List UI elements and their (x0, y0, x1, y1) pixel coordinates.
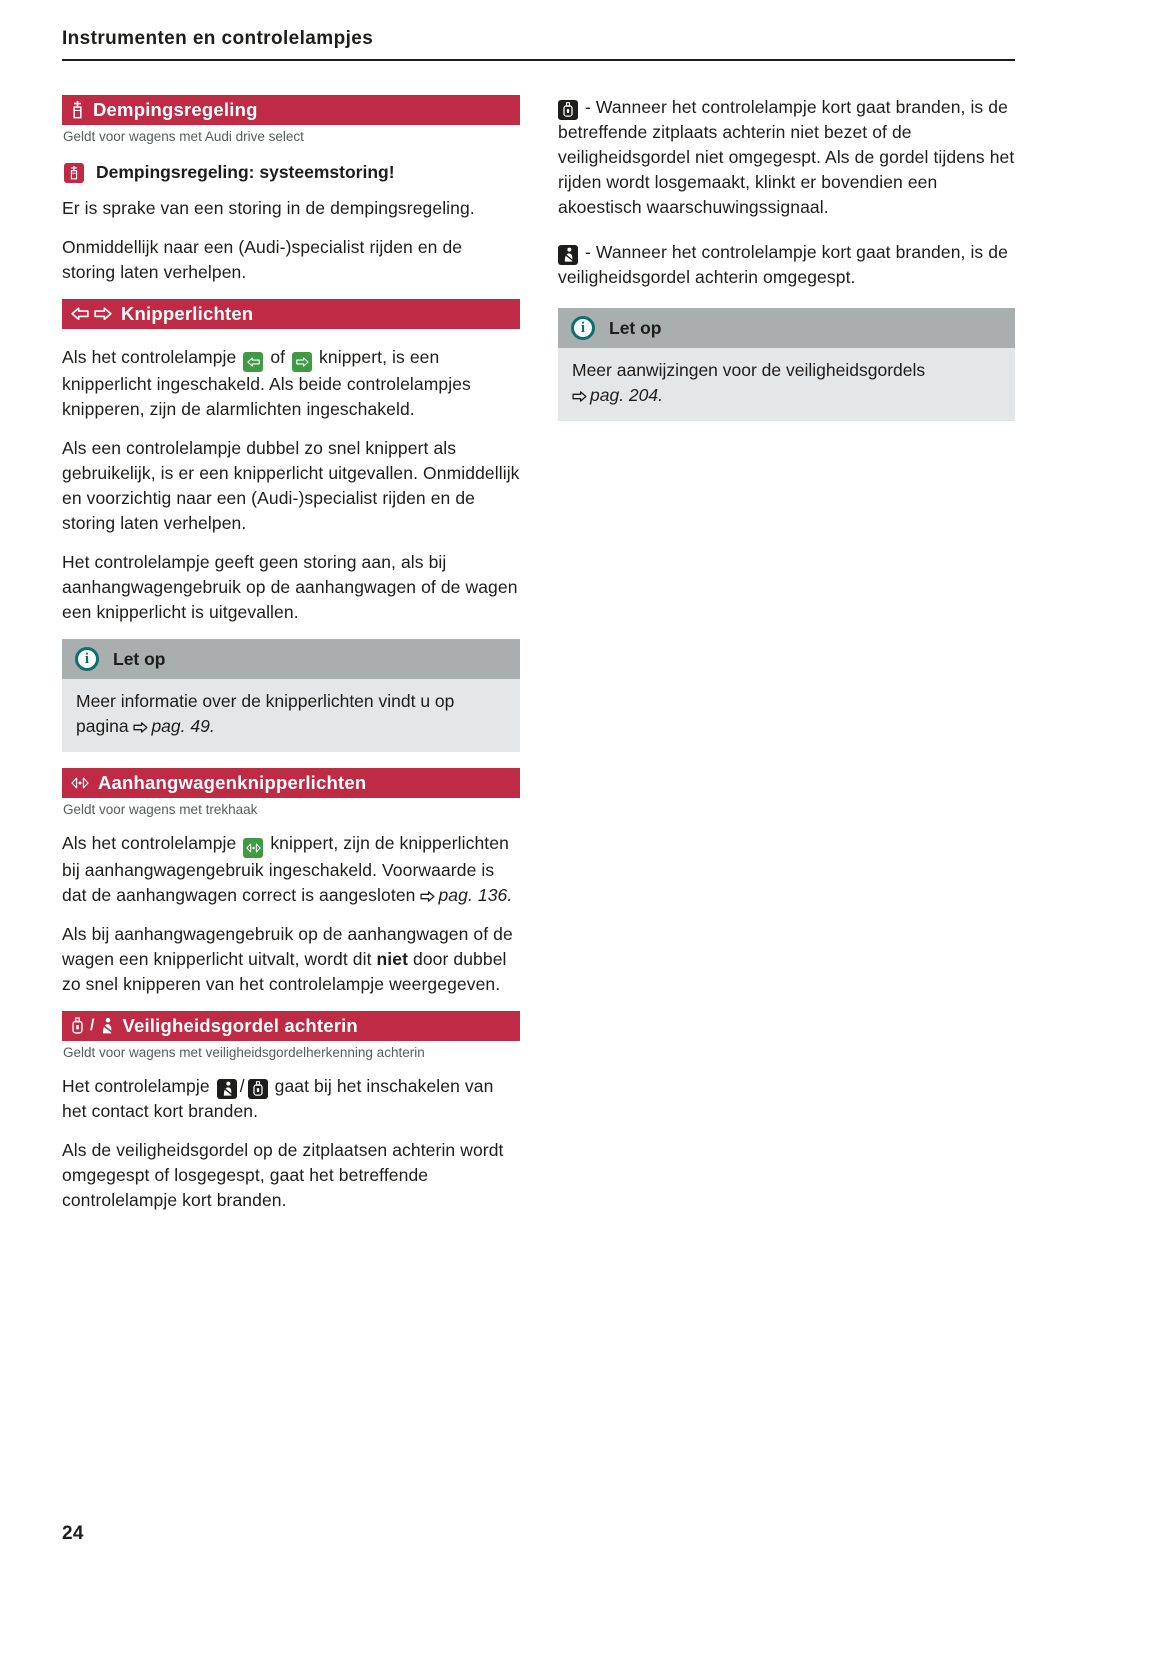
note-body (62, 679, 520, 752)
section-aanhangwagenknipperlichten (62, 768, 520, 997)
paragraph (558, 240, 1015, 290)
fault-subheading (62, 162, 520, 183)
reference-text: pag. 136. (438, 885, 513, 905)
note-header (558, 308, 1015, 348)
cross-reference-pag-204[interactable] (572, 385, 663, 405)
paragraph-text: - Wanneer het controlelampje kort gaat branden, is de betreffende zitplaats achterin niet bezet of de veiligheidsgordel niet omgegespt. Als de gordel tijdens het rijden wordt losgemaakt, klinkt er bovendien een akoestisch waarschuwingssignaal. (558, 97, 1015, 217)
section-title: Aanhangwagenknipperlichten (98, 771, 367, 793)
section-header-dempingsregeling (62, 95, 520, 125)
icon-separator: / (239, 1076, 245, 1096)
seatbelt-buckle-indicator-icon (558, 100, 578, 120)
turn-left-arrow-icon (71, 307, 89, 321)
seatbelt-buckle-icon (71, 1017, 84, 1034)
paragraph-text: Als bij aanhangwagengebruik op de aanhangwagen of de wagen een knipperlicht uitvalt, wordt dit (62, 924, 513, 969)
turn-right-indicator-icon (292, 352, 312, 372)
note-body (558, 348, 1015, 421)
paragraph-text: knippert, is een knipperlicht ingeschakeld. Als beide controlelampjes knipperen, zijn de alarmlichten ingeschakeld. (62, 347, 471, 419)
paragraph: Onmiddellijk naar een (Audi-)specialist rijden en de storing laten verhelpen. (62, 237, 463, 282)
page-number: 24 (62, 1523, 84, 1544)
paragraph-text: knippert, zijn de knipperlichten bij aanhangwagengebruik ingeschakeld. Voorwaarde is dat de aanhangwagen correct is aangesloten (62, 833, 509, 905)
note-text: Meer aanwijzingen voor de veiligheidsgordels (572, 360, 926, 380)
section-header-veiligheidsgordel (62, 1011, 520, 1041)
section-header-knipperlichten (62, 299, 520, 329)
cross-reference-pag-136[interactable] (420, 885, 512, 905)
paragraph (62, 831, 520, 908)
paragraph-text: Als het controlelampje (62, 833, 237, 853)
paragraph: Het controlelampje geeft geen storing aan, als bij aanhangwagengebruik op de aanhangwagen of de wagen een knipperlicht is uitgevallen. (62, 552, 518, 622)
paragraph (558, 95, 1015, 220)
paragraph-text: Het controlelampje (62, 1076, 210, 1096)
paragraph-text: Als het controlelampje (62, 347, 237, 367)
applies-note: Geldt voor wagens met Audi drive select (63, 129, 304, 144)
icon-separator: / (90, 1016, 95, 1034)
paragraph: Als een controlelampje dubbel zo snel knippert als gebruikelijk, is er een knipperlicht uitgevallen. Onmiddellijk en voorzichtig naar een (Audi-)specialist rijden en de storing laten verhelpen. (62, 438, 520, 533)
damper-warning-icon (64, 163, 84, 183)
seatbelt-buckle-indicator-icon (248, 1079, 268, 1099)
applies-note: Geldt voor wagens met veiligheidsgordelherkenning achterin (63, 1045, 425, 1060)
turn-left-indicator-icon (243, 352, 263, 372)
note-header (62, 639, 520, 679)
chapter-title: Instrumenten en controlelampjes (62, 28, 374, 49)
info-icon: i (75, 647, 99, 671)
page-header (62, 28, 1015, 61)
note-title: Let op (113, 648, 166, 669)
paragraph-text: of (270, 347, 286, 367)
applies-note: Geldt voor wagens met trekhaak (63, 802, 258, 817)
belted-person-indicator-icon (558, 245, 578, 265)
note-title: Let op (609, 317, 662, 338)
reference-arrow-icon (572, 391, 587, 402)
paragraph (62, 1074, 520, 1124)
section-header-aanhangwagenknipperlichten (62, 768, 520, 798)
damper-icon (71, 100, 84, 119)
section-title: Knipperlichten (121, 302, 254, 324)
paragraph (62, 922, 520, 997)
section-veiligheidsgordel-achterin (62, 1011, 520, 1213)
section-dempingsregeling (62, 95, 520, 285)
belted-person-indicator-icon (217, 1079, 237, 1099)
belted-person-icon (100, 1017, 113, 1034)
cross-reference-pag-49[interactable] (133, 716, 214, 736)
info-icon: i (571, 316, 595, 340)
trailer-turn-signal-icon (71, 777, 89, 789)
paragraph-text: gaat bij het inschakelen van het contact kort branden. (62, 1076, 494, 1121)
section-title: Dempingsregeling (93, 98, 258, 120)
note-text: Meer informatie over de knipperlichten vindt u op pagina (76, 691, 455, 736)
section-title: Veiligheidsgordel achterin (122, 1014, 358, 1036)
note-box-veiligheidsgordels (558, 308, 1015, 421)
content-columns (62, 95, 1015, 1227)
paragraph: Er is sprake van een storing in de dempingsregeling. (62, 198, 475, 218)
paragraph-text: - Wanneer het controlelampje kort gaat branden, is de veiligheidsgordel achterin omgegespt. (558, 242, 1008, 287)
reference-text: pag. 49. (151, 716, 215, 736)
left-column (62, 95, 520, 1227)
paragraph (62, 345, 520, 422)
paragraph: Als de veiligheidsgordel op de zitplaatsen achterin wordt omgegespt of losgegespt, gaat het betreffende controlelampje kort branden. (62, 1140, 504, 1210)
emphasized-text: niet (376, 949, 409, 969)
trailer-indicator-icon (243, 838, 263, 858)
fault-subheading-text: Dempingsregeling: systeemstoring! (96, 162, 395, 182)
reference-arrow-icon (133, 722, 148, 733)
paragraph-text: door dubbel zo snel knipperen van het controlelampje weergegeven. (62, 949, 507, 994)
note-box-knipperlichten (62, 639, 520, 752)
reference-text: pag. 204. (590, 385, 663, 405)
right-column (558, 95, 1015, 437)
reference-arrow-icon (420, 891, 435, 902)
section-knipperlichten (62, 299, 520, 752)
turn-right-arrow-icon (94, 307, 112, 321)
